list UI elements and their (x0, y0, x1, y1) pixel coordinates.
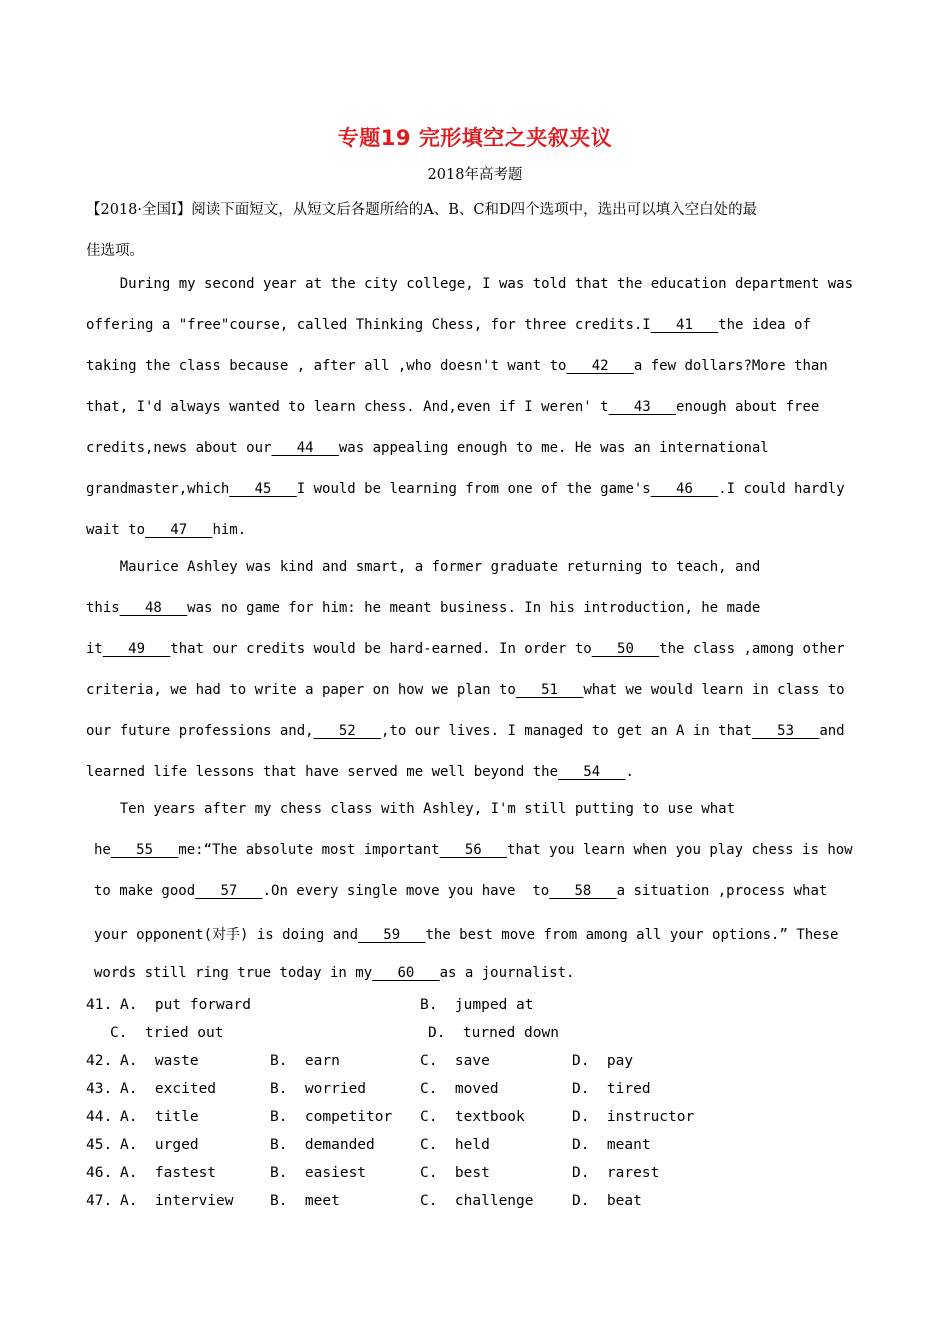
passage-line (86, 723, 845, 739)
passage-line (86, 358, 828, 374)
blank-number: ___46___ (650, 481, 719, 497)
answer-option: C. held (420, 1137, 490, 1153)
passage-text: wait to (86, 522, 146, 538)
answer-option: D. pay (572, 1053, 634, 1069)
passage-text: .On every single move you have to (262, 883, 550, 899)
passage-text: taking the class because , after all ,who doesn't want to (86, 358, 567, 374)
question-number: 46. (86, 1165, 113, 1181)
passage-text: was appealing enough to me. He was an international (338, 440, 769, 456)
answer-option: A. put forward (120, 997, 251, 1013)
answer-option: D. turned down (428, 1025, 559, 1041)
blank-number: ___45___ (229, 481, 297, 497)
answer-option: A. waste (120, 1053, 199, 1069)
passage-text: I would be learning from one of the game's (296, 481, 651, 497)
blank-number: ___41___ (650, 317, 719, 333)
passage-line (94, 965, 574, 981)
passage-text: what we would learn in class to (583, 682, 845, 698)
passage-text: a situation ,process what (616, 883, 828, 899)
blank-number: ___51___ (515, 682, 584, 698)
passage-text: he (94, 842, 111, 858)
passage-line (94, 924, 838, 944)
passage-text: that our credits would be hard-earned. In order to (170, 641, 592, 657)
passage-text: the idea of (718, 317, 811, 333)
passage-text: this (86, 600, 120, 616)
instruction-line-2: 佳选项。 (86, 243, 144, 259)
passage-text: credits,news about our (86, 440, 272, 456)
passage-line (86, 317, 811, 333)
answer-option: D. beat (572, 1193, 642, 1209)
answer-option: A. fastest (120, 1165, 217, 1181)
passage-text: .I could hardly (718, 481, 845, 497)
answer-option: B. competitor (270, 1109, 393, 1125)
answer-option: D. instructor (572, 1109, 695, 1125)
passage-line (86, 600, 760, 616)
blank-number: ___59___ (358, 927, 426, 943)
passage-text: the best move from among all your options.” These (425, 927, 839, 943)
passage-line (86, 641, 845, 657)
answer-option: B. earn (270, 1053, 340, 1069)
blank-number: ___47___ (145, 522, 213, 538)
passage-line (86, 522, 246, 538)
question-number: 41. (86, 997, 113, 1013)
blank-number: ___43___ (608, 399, 677, 415)
passage-text: it (86, 641, 103, 657)
answer-option: D. meant (572, 1137, 651, 1153)
answer-option: C. tried out (110, 1025, 224, 1041)
passage-text: grandmaster,which (86, 481, 230, 497)
blank-number: ___57___ (195, 883, 263, 899)
passage-line (86, 276, 853, 292)
blank-number: ___42___ (566, 358, 634, 374)
answer-option: C. challenge (420, 1193, 534, 1209)
passage-text: During my second year at the city college, I was told that the education department was (86, 276, 854, 292)
passage-text: as a journalist. (439, 965, 575, 981)
passage-text: ,to our lives. I managed to get an A in that (381, 723, 752, 739)
passage-text: to make good (94, 883, 196, 899)
question-number: 42. (86, 1053, 113, 1069)
passage-line (86, 399, 819, 415)
answer-option: B. easiest (270, 1165, 367, 1181)
passage-text: a few dollars?More than (633, 358, 828, 374)
passage-line (86, 440, 769, 456)
passage-text: learned life lessons that have served me well beyond the (86, 764, 559, 780)
passage-text: your opponent(对手) is doing and (94, 927, 359, 943)
blank-number: ___56___ (439, 842, 508, 858)
answer-option: D. rarest (572, 1165, 660, 1181)
answer-option: C. best (420, 1165, 490, 1181)
passage-text: criteria, we had to write a paper on how we plan to (86, 682, 516, 698)
blank-number: ___48___ (119, 600, 188, 616)
passage-text: words still ring true today in my (94, 965, 373, 981)
blank-number: ___53___ (751, 723, 820, 739)
question-number: 43. (86, 1081, 113, 1097)
instruction-line-1: 【2018·全国Ⅰ】阅读下面短文，从短文后各题所给的A、B、C和D四个选项中，选出可以填入空白处的最 (86, 202, 758, 218)
answer-option: C. save (420, 1053, 490, 1069)
answer-option: B. worried (270, 1081, 367, 1097)
answer-option: A. title (120, 1109, 199, 1125)
passage-text: that you learn when you play chess is how (507, 842, 853, 858)
answer-option: B. demanded (270, 1137, 375, 1153)
answer-option: B. jumped at (420, 997, 534, 1013)
question-number: 45. (86, 1137, 113, 1153)
blank-number: ___52___ (313, 723, 382, 739)
answer-option: A. interview (120, 1193, 234, 1209)
passage-line (86, 481, 845, 497)
passage-text: offering a "free"course, called Thinking Chess, for three credits.I (86, 317, 651, 333)
answer-option: A. excited (120, 1081, 217, 1097)
passage-line (86, 801, 735, 817)
passage-text: the class ,among other (659, 641, 845, 657)
passage-text: me:“The absolute most important (178, 842, 440, 858)
page-title: 专题19 完形填空之夹叙夹议 (337, 126, 613, 150)
page-subtitle: 2018年高考题 (427, 167, 523, 183)
passage-line (86, 764, 634, 780)
blank-number: ___50___ (591, 641, 660, 657)
passage-text: Maurice Ashley was kind and smart, a former graduate returning to teach, and (86, 559, 761, 575)
answer-option: C. textbook (420, 1109, 525, 1125)
passage-text: was no game for him: he meant business. In his introduction, he made (187, 600, 761, 616)
blank-number: ___44___ (271, 440, 339, 456)
blank-number: ___55___ (110, 842, 179, 858)
passage-text: him. (212, 522, 247, 538)
question-number: 47. (86, 1193, 113, 1209)
answer-option: C. moved (420, 1081, 499, 1097)
passage-text: and (819, 723, 845, 739)
passage-line (94, 883, 827, 899)
answer-option: B. meet (270, 1193, 340, 1209)
passage-text: enough about free (676, 399, 820, 415)
passage-line (86, 682, 845, 698)
passage-line (86, 559, 760, 575)
blank-number: ___60___ (372, 965, 440, 981)
answer-option: D. tired (572, 1081, 651, 1097)
passage-text: . (625, 764, 634, 780)
question-number: 44. (86, 1109, 113, 1125)
passage-text: our future professions and, (86, 723, 314, 739)
passage-text: that, I'd always wanted to learn chess. And,even if I weren' t (86, 399, 609, 415)
passage-line (94, 842, 853, 858)
blank-number: ___58___ (549, 883, 617, 899)
passage-text: Ten years after my chess class with Ashley, I'm still putting to use what (86, 801, 736, 817)
blank-number: ___49___ (102, 641, 171, 657)
blank-number: ___54___ (558, 764, 626, 780)
answer-option: A. urged (120, 1137, 199, 1153)
